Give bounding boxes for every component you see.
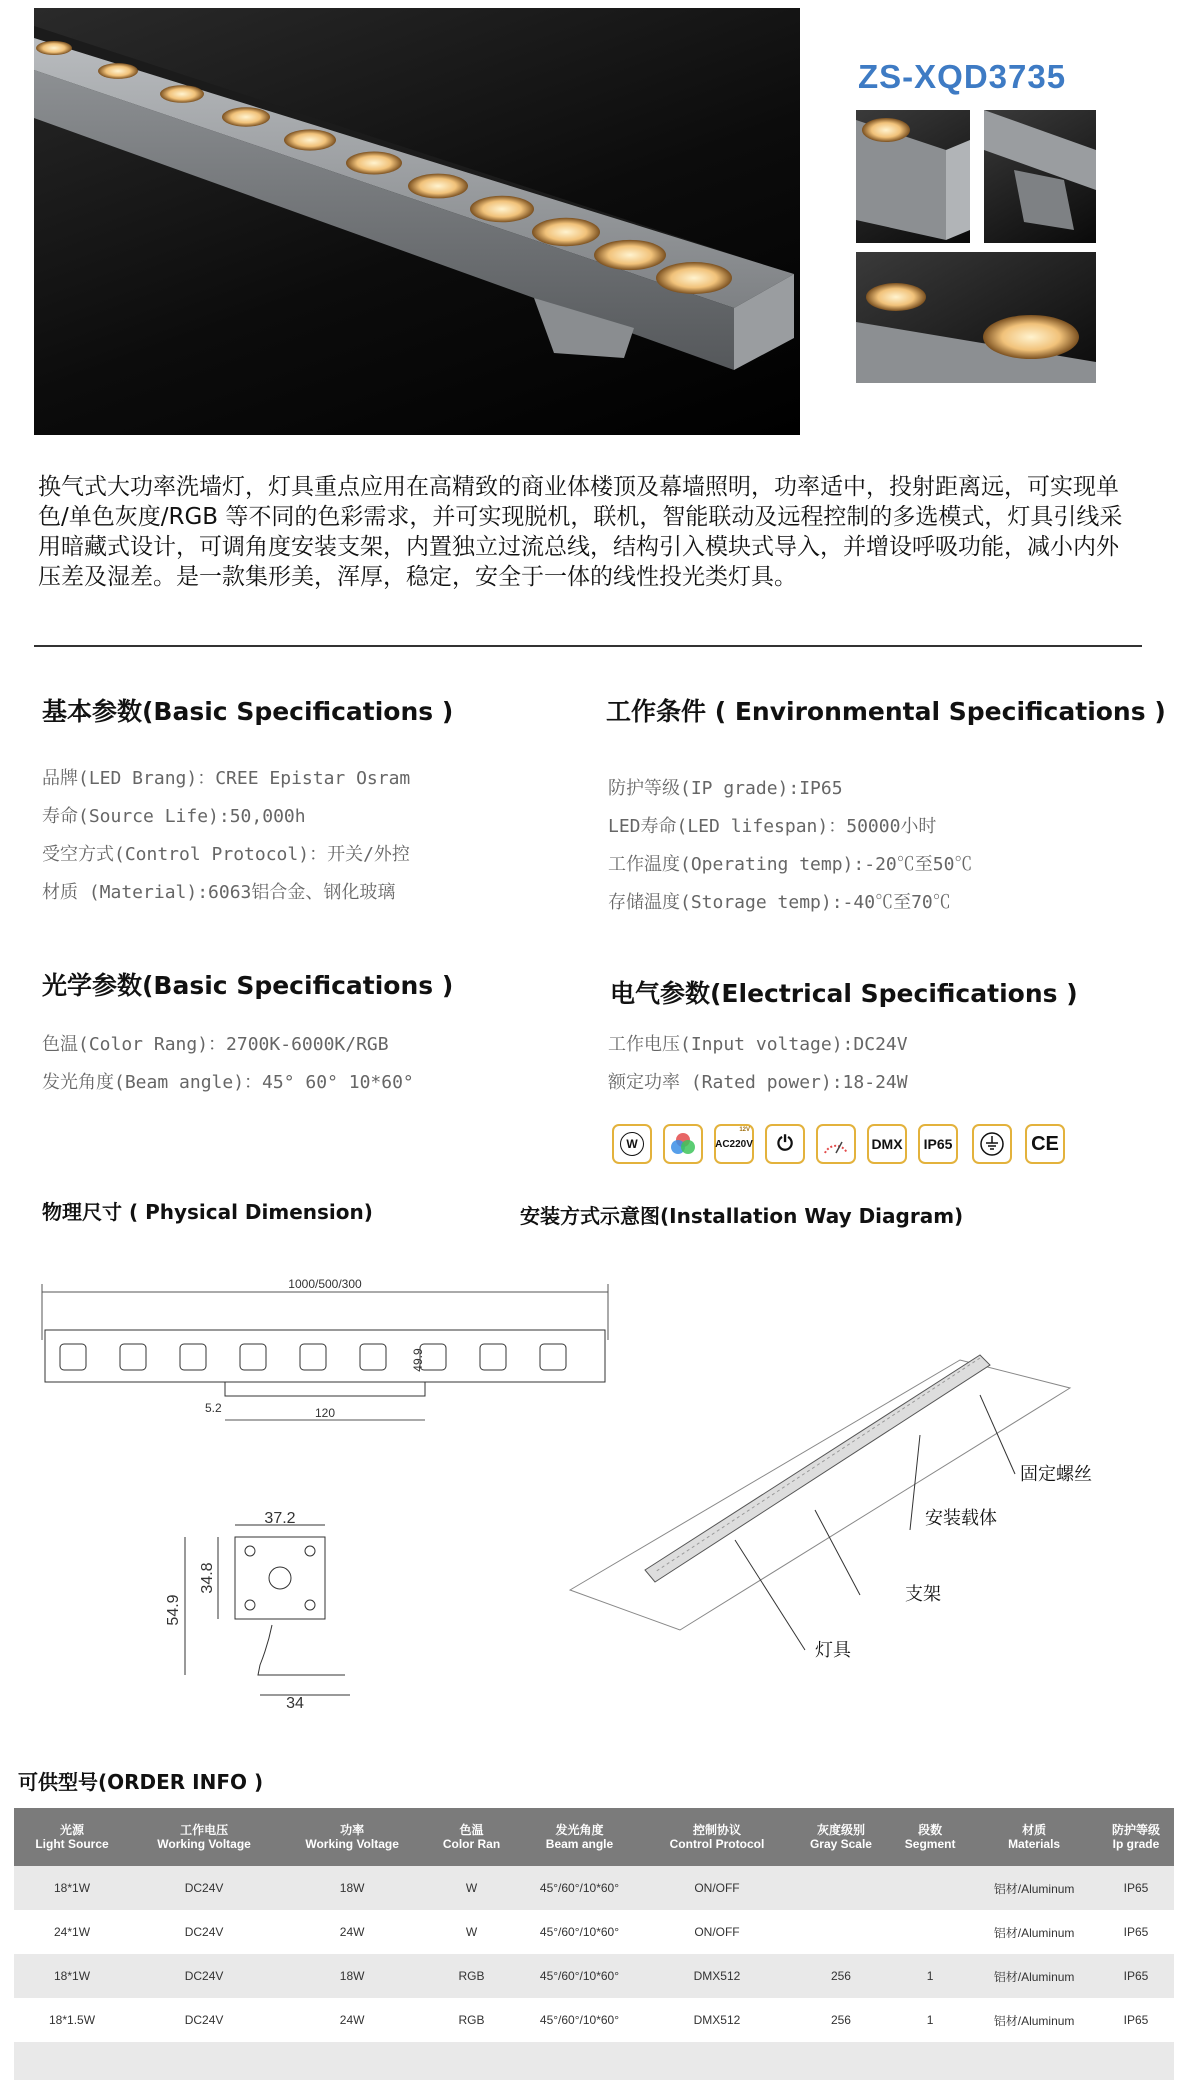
table-cell: 45°/60°/10*60°	[517, 1910, 642, 1954]
led-lens	[222, 107, 270, 126]
ground-icon	[972, 1124, 1012, 1164]
led-lens	[160, 85, 204, 103]
led-lens	[594, 240, 666, 270]
ac-small-label: 12V	[739, 1127, 750, 1133]
led-lens	[284, 129, 336, 150]
led-lens	[408, 174, 468, 199]
order-col-header	[1098, 1808, 1174, 1866]
table-cell: 45°/60°/10*60°	[517, 1954, 642, 1998]
table-cell: DMX512	[642, 1998, 792, 2042]
order-col-header	[14, 1808, 130, 1866]
rgb-wheel-icon	[663, 1124, 703, 1164]
table-cell: W	[426, 1910, 517, 1954]
ce-label: CE	[1031, 1132, 1059, 1155]
ip65-icon	[918, 1124, 958, 1164]
fixture-label: 灯具	[815, 1640, 851, 1661]
physical-dimension-heading: 物理尺寸 ( Physical Dimension)	[42, 1200, 373, 1224]
led-lens	[98, 63, 138, 79]
dmx-label: DMX	[871, 1136, 903, 1152]
pitch-dim-label: 120	[314, 1406, 336, 1420]
height-dim-label: 49.9	[411, 1348, 425, 1372]
col-header-en: Beam angle	[545, 1837, 614, 1851]
col-header-en: Ip grade	[1112, 1837, 1160, 1851]
table-cell: DMX512	[642, 1954, 792, 1998]
table-cell: 256	[792, 1954, 890, 1998]
optical-spec-heading: 光学参数(Basic Specifications )	[42, 971, 454, 1000]
table-cell: RGB	[426, 1998, 517, 2042]
table-cell: 45°/60°/10*60°	[517, 1998, 642, 2042]
bracket-label: 支架	[905, 1584, 941, 1605]
env-spec-item: 防护等级(IP grade):IP65	[608, 778, 843, 799]
table-cell: 18*1W	[14, 1866, 130, 1910]
col-header-en: Segment	[904, 1837, 956, 1851]
table-cell: 18W	[278, 1954, 426, 1998]
led-lens	[346, 152, 402, 175]
table-cell: IP65	[1098, 1954, 1174, 1998]
table-cell: 24W	[278, 1910, 426, 1954]
table-cell: DC24V	[130, 1910, 278, 1954]
table-cell: IP65	[1098, 1866, 1174, 1910]
table-cell: DC24V	[130, 1954, 278, 1998]
table-cell: 24W	[278, 1998, 426, 2042]
fixing-screw-label: 固定螺丝	[1020, 1464, 1092, 1485]
order-col-header	[278, 1808, 426, 1866]
basic-spec-heading: 基本参数(Basic Specifications )	[42, 697, 454, 726]
power-icon: ⏻	[765, 1124, 805, 1164]
electrical-spec-item: 额定功率 (Rated power):18-24W	[608, 1072, 908, 1093]
table-row-empty	[14, 2042, 1174, 2080]
col-header-cn: 控制协议	[692, 1823, 741, 1837]
optical-spec-item: 色温(Color Rang)：2700K-6000K/RGB	[42, 1034, 389, 1055]
product-description: 换气式大功率洗墙灯，灯具重点应用在高精致的商业体楼顶及幕墙照明，功率适中，投射距离远，可实现单色/单色灰度/RGB 等不同的色彩需求，并可实现脱机，联机，智能联动及远程控制的多选模式，灯具引线采用暗藏式设计，可调角度安装支架，内置独立过流总线，结构引入模块式导入，并增设呼吸功能，减小内外压差及湿差。是一款集形美，浑厚，稳定，安全于一体的线性投光类灯具。	[38, 474, 1123, 590]
col-header-cn: 色温	[459, 1823, 484, 1837]
ip65-label: IP65	[923, 1136, 953, 1152]
table-cell: IP65	[1098, 1998, 1174, 2042]
col-header-cn: 防护等级	[1111, 1823, 1160, 1837]
table-cell: 18W	[278, 1866, 426, 1910]
table-cell: 铝材/Aluminum	[970, 1910, 1098, 1954]
thumbnail-end-cap	[856, 110, 970, 243]
col-header-cn: 发光角度	[555, 1823, 604, 1837]
wall-washer-illustration	[34, 8, 800, 435]
col-header-cn: 灰度级别	[816, 1823, 865, 1837]
order-col-header	[970, 1808, 1098, 1866]
table-cell	[890, 1866, 970, 1910]
dimmer-graphic	[822, 1133, 850, 1155]
table-row	[14, 1866, 1174, 1910]
col-header-en: Control Protocol	[669, 1837, 765, 1851]
col-header-cn: 材质	[1022, 1823, 1047, 1837]
col-header-cn: 光源	[60, 1823, 85, 1837]
order-table	[14, 1808, 1174, 2080]
col-header-en: Materials	[1008, 1837, 1061, 1851]
table-row	[14, 1910, 1174, 1954]
order-col-header	[890, 1808, 970, 1866]
table-cell: ON/OFF	[642, 1866, 792, 1910]
table-cell: W	[426, 1866, 517, 1910]
table-cell: 24*1W	[14, 1910, 130, 1954]
led-lens	[470, 196, 534, 223]
product-photo	[34, 8, 800, 435]
installation-heading: 安装方式示意图(Installation Way Diagram)	[520, 1204, 964, 1228]
table-cell	[792, 1866, 890, 1910]
order-info-heading: 可供型号(ORDER INFO )	[18, 1770, 264, 1794]
order-col-header	[642, 1808, 792, 1866]
watt-label: W	[620, 1132, 644, 1156]
order-col-header	[130, 1808, 278, 1866]
table-cell: DC24V	[130, 1866, 278, 1910]
col-header-cn: 工作电压	[180, 1823, 229, 1837]
order-col-header	[792, 1808, 890, 1866]
top-dim-label: 37.2	[264, 1510, 296, 1527]
table-cell: 1	[890, 1998, 970, 2042]
electrical-spec-heading: 电气参数(Electrical Specifications )	[610, 979, 1078, 1008]
h2-dim-label: 34.8	[199, 1562, 216, 1594]
basic-spec-item: 品牌(LED Brang)：CREE Epistar Osram	[42, 768, 411, 789]
table-cell: 256	[792, 1998, 890, 2042]
installation-diagram	[560, 1320, 1092, 1670]
ce-icon	[1025, 1124, 1065, 1164]
table-cell: RGB	[426, 1954, 517, 1998]
led-lens	[532, 218, 600, 246]
dmx-icon	[867, 1124, 907, 1164]
ac220v-label: AC220V	[715, 1138, 753, 1150]
basic-spec-item: 寿命(Source Life):50,000h	[42, 806, 306, 827]
end-dimension-drawing	[160, 1510, 380, 1712]
env-spec-item: 工作温度(Operating temp):-20℃至50℃	[608, 854, 973, 875]
dimmer-icon	[816, 1124, 856, 1164]
ground-graphic	[979, 1131, 1005, 1157]
divider	[34, 645, 1142, 647]
col-header-en: Working Voltage	[305, 1837, 399, 1851]
optical-spec-item: 发光角度(Beam angle)：45° 60° 10*60°	[42, 1072, 414, 1093]
led-lens	[656, 262, 732, 294]
rgb-wheel-graphic	[670, 1131, 696, 1157]
col-header-en: Gray Scale	[809, 1837, 872, 1851]
thumbnail-bracket	[984, 110, 1096, 243]
env-spec-item: 存储温度(Storage temp):-40℃至70℃	[608, 892, 951, 913]
electrical-spec-item: 工作电压(Input voltage):DC24V	[608, 1034, 908, 1055]
col-header-en: Color Ran	[442, 1837, 501, 1851]
base-dim-label: 34	[286, 1695, 304, 1712]
h1-dim-label: 54.9	[165, 1594, 182, 1626]
table-cell	[14, 2042, 1174, 2080]
length-dim-label: 1000/500/300	[288, 1277, 362, 1291]
col-header-cn: 功率	[340, 1823, 365, 1837]
table-row	[14, 1998, 1174, 2042]
side-dimension-drawing	[30, 1270, 620, 1430]
table-cell: ON/OFF	[642, 1910, 792, 1954]
order-col-header	[517, 1808, 642, 1866]
col-header-cn: 段数	[918, 1823, 943, 1837]
basic-spec-item: 受空方式(Control Protocol)：开关/外控	[42, 844, 410, 865]
watt-icon	[612, 1124, 652, 1164]
table-cell: IP65	[1098, 1910, 1174, 1954]
table-cell: 铝材/Aluminum	[970, 1998, 1098, 2042]
basic-spec-item: 材质 (Material):6063铝合金、钢化玻璃	[42, 882, 396, 903]
table-cell: 18*1.5W	[14, 1998, 130, 2042]
env-spec-heading: 工作条件 ( Environmental Specifications )	[606, 697, 1166, 726]
thumbnail-led-closeup	[856, 252, 1096, 383]
table-row	[14, 1954, 1174, 1998]
table-cell: 45°/60°/10*60°	[517, 1866, 642, 1910]
col-header-en: Light Source	[35, 1837, 109, 1851]
table-cell: 18*1W	[14, 1954, 130, 1998]
led-lens	[36, 41, 72, 55]
col-header-en: Working Voltage	[157, 1837, 251, 1851]
mounting-surface-label: 安装载体	[925, 1508, 997, 1529]
order-col-header	[426, 1808, 517, 1866]
env-spec-item: LED寿命(LED lifespan)：50000小时	[608, 816, 937, 837]
offset-dim-label: 5.2	[205, 1401, 222, 1415]
ac220v-icon	[714, 1124, 754, 1164]
table-cell: 1	[890, 1954, 970, 1998]
table-cell: 铝材/Aluminum	[970, 1866, 1098, 1910]
table-cell: 铝材/Aluminum	[970, 1954, 1098, 1998]
table-cell	[890, 1910, 970, 1954]
model-number: ZS-XQD3735	[858, 58, 1067, 95]
table-cell: DC24V	[130, 1998, 278, 2042]
table-cell	[792, 1910, 890, 1954]
